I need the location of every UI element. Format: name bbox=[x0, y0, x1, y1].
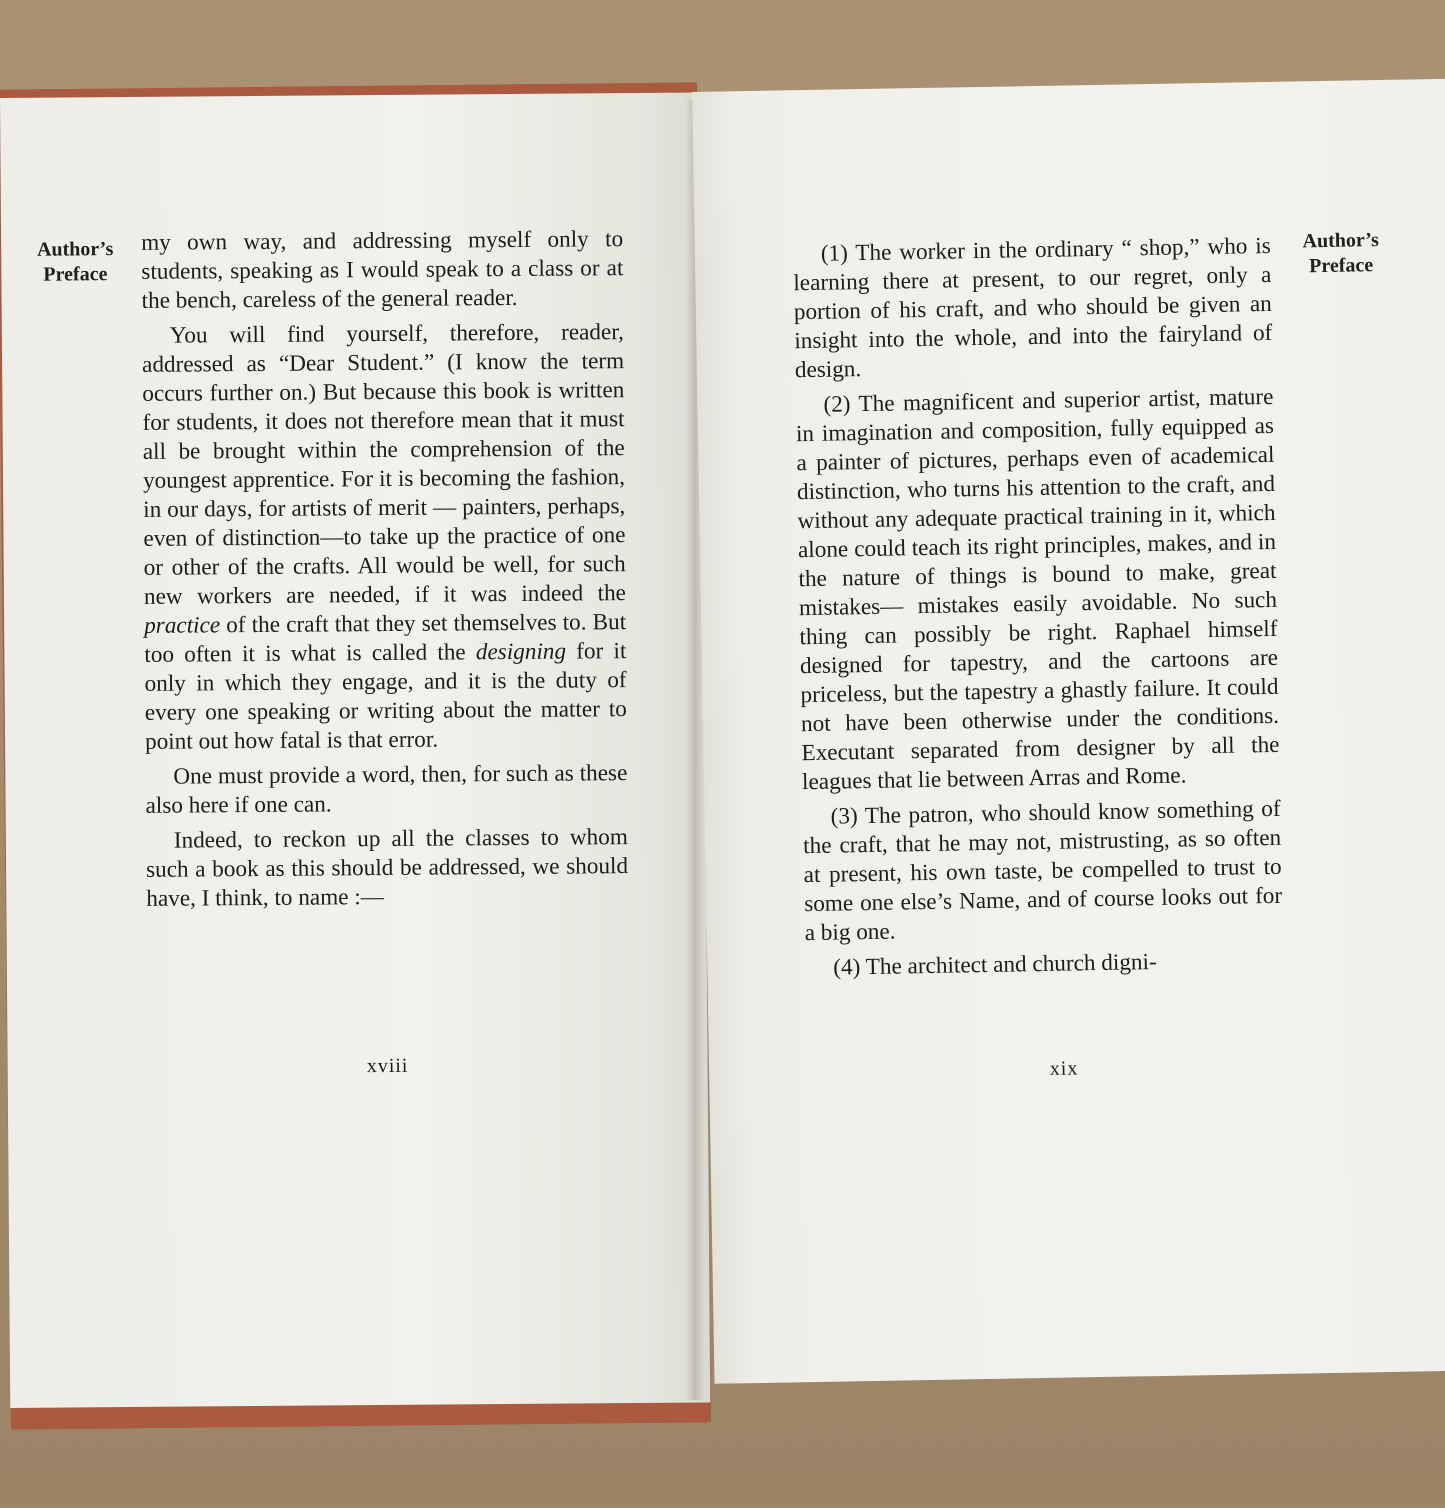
right-page bbox=[692, 79, 1445, 1384]
paragraph-text: You will find yourself, therefore, reader, addressed as “Dear Student.” (I know the term occurs further on.) But because this book is written for students, it does not therefore mean that it must all be brought within the comprehension of the youngest apprentice. For it is becoming the fashion, in our days, for artists of merit — painters, perhaps, even of distinction—to take up the practice of one or other of the crafts. All would be well, for such new workers are needed, if it was indeed the bbox=[141, 319, 627, 610]
page-number: xviii bbox=[366, 1054, 409, 1078]
side-note-line-2: Preface bbox=[43, 263, 108, 286]
left-text-block bbox=[141, 225, 628, 920]
side-note-line-2: Preface bbox=[1308, 254, 1374, 278]
right-side-note bbox=[1294, 228, 1387, 280]
paragraph-text: for it only in which they engage, and it is the duty of every one speaking or writing about the matter to point out how fatal is that error. bbox=[144, 638, 627, 755]
paragraph: (3) The patron, who should know something of the craft, that he may not, mistrusting, as so often at present, his own taste, be compelled to trust to some one else’s Name, and of course looks out for a big one. bbox=[802, 795, 1283, 947]
side-note-line-1: Author’s bbox=[1302, 229, 1380, 253]
page-number: xix bbox=[1049, 1057, 1079, 1080]
italic-word: designing bbox=[475, 638, 567, 666]
left-side-note bbox=[29, 237, 121, 288]
paragraph: my own way, and addressing myself only to students, speaking as I would speak to a class or at the bench, careless of the general reader. bbox=[141, 226, 624, 314]
side-note-line-1: Author’s bbox=[36, 238, 114, 261]
paragraph: (4) The architect and church digni- bbox=[833, 949, 1157, 981]
right-text-block bbox=[793, 232, 1284, 989]
left-page bbox=[0, 93, 710, 1408]
paragraph: (1) The worker in the ordinary “ shop,” who is learning there at present, to our regret, only a portion of his craft, and who should be given an insight into the whole, and into the fairyland of design. bbox=[793, 232, 1273, 384]
italic-word: practice bbox=[144, 612, 221, 639]
paragraph-text: of the craft that they set themselves to. But too often it is what is called the bbox=[144, 609, 627, 668]
paragraph: (2) The magnificent and superior artist, mature in imagination and composition, fully equipped as a painter of pictures, perhaps even of academical distinction, who turns his attention to the craft, and without any adequate practical training in it, which alone could teach its right principles, makes, and in the nature of things is bound to make, great mistakes— mistakes easily avoidable. No such thing can possibly be right. Raphael himself designed for tapestry, and the cartoons are priceless, but the tapestry a ghastly failure. It could not have been otherwise under the conditions. Executant separated from designer by all the leagues that lie between Arras and Rome. bbox=[795, 383, 1280, 796]
paragraph: One must provide a word, then, for such as these also here if one can. bbox=[145, 760, 628, 819]
paragraph bbox=[142, 318, 627, 757]
paragraph: Indeed, to reckon up all the classes to whom such a book as this should be addressed, we should have, I think, to name :— bbox=[145, 824, 629, 912]
